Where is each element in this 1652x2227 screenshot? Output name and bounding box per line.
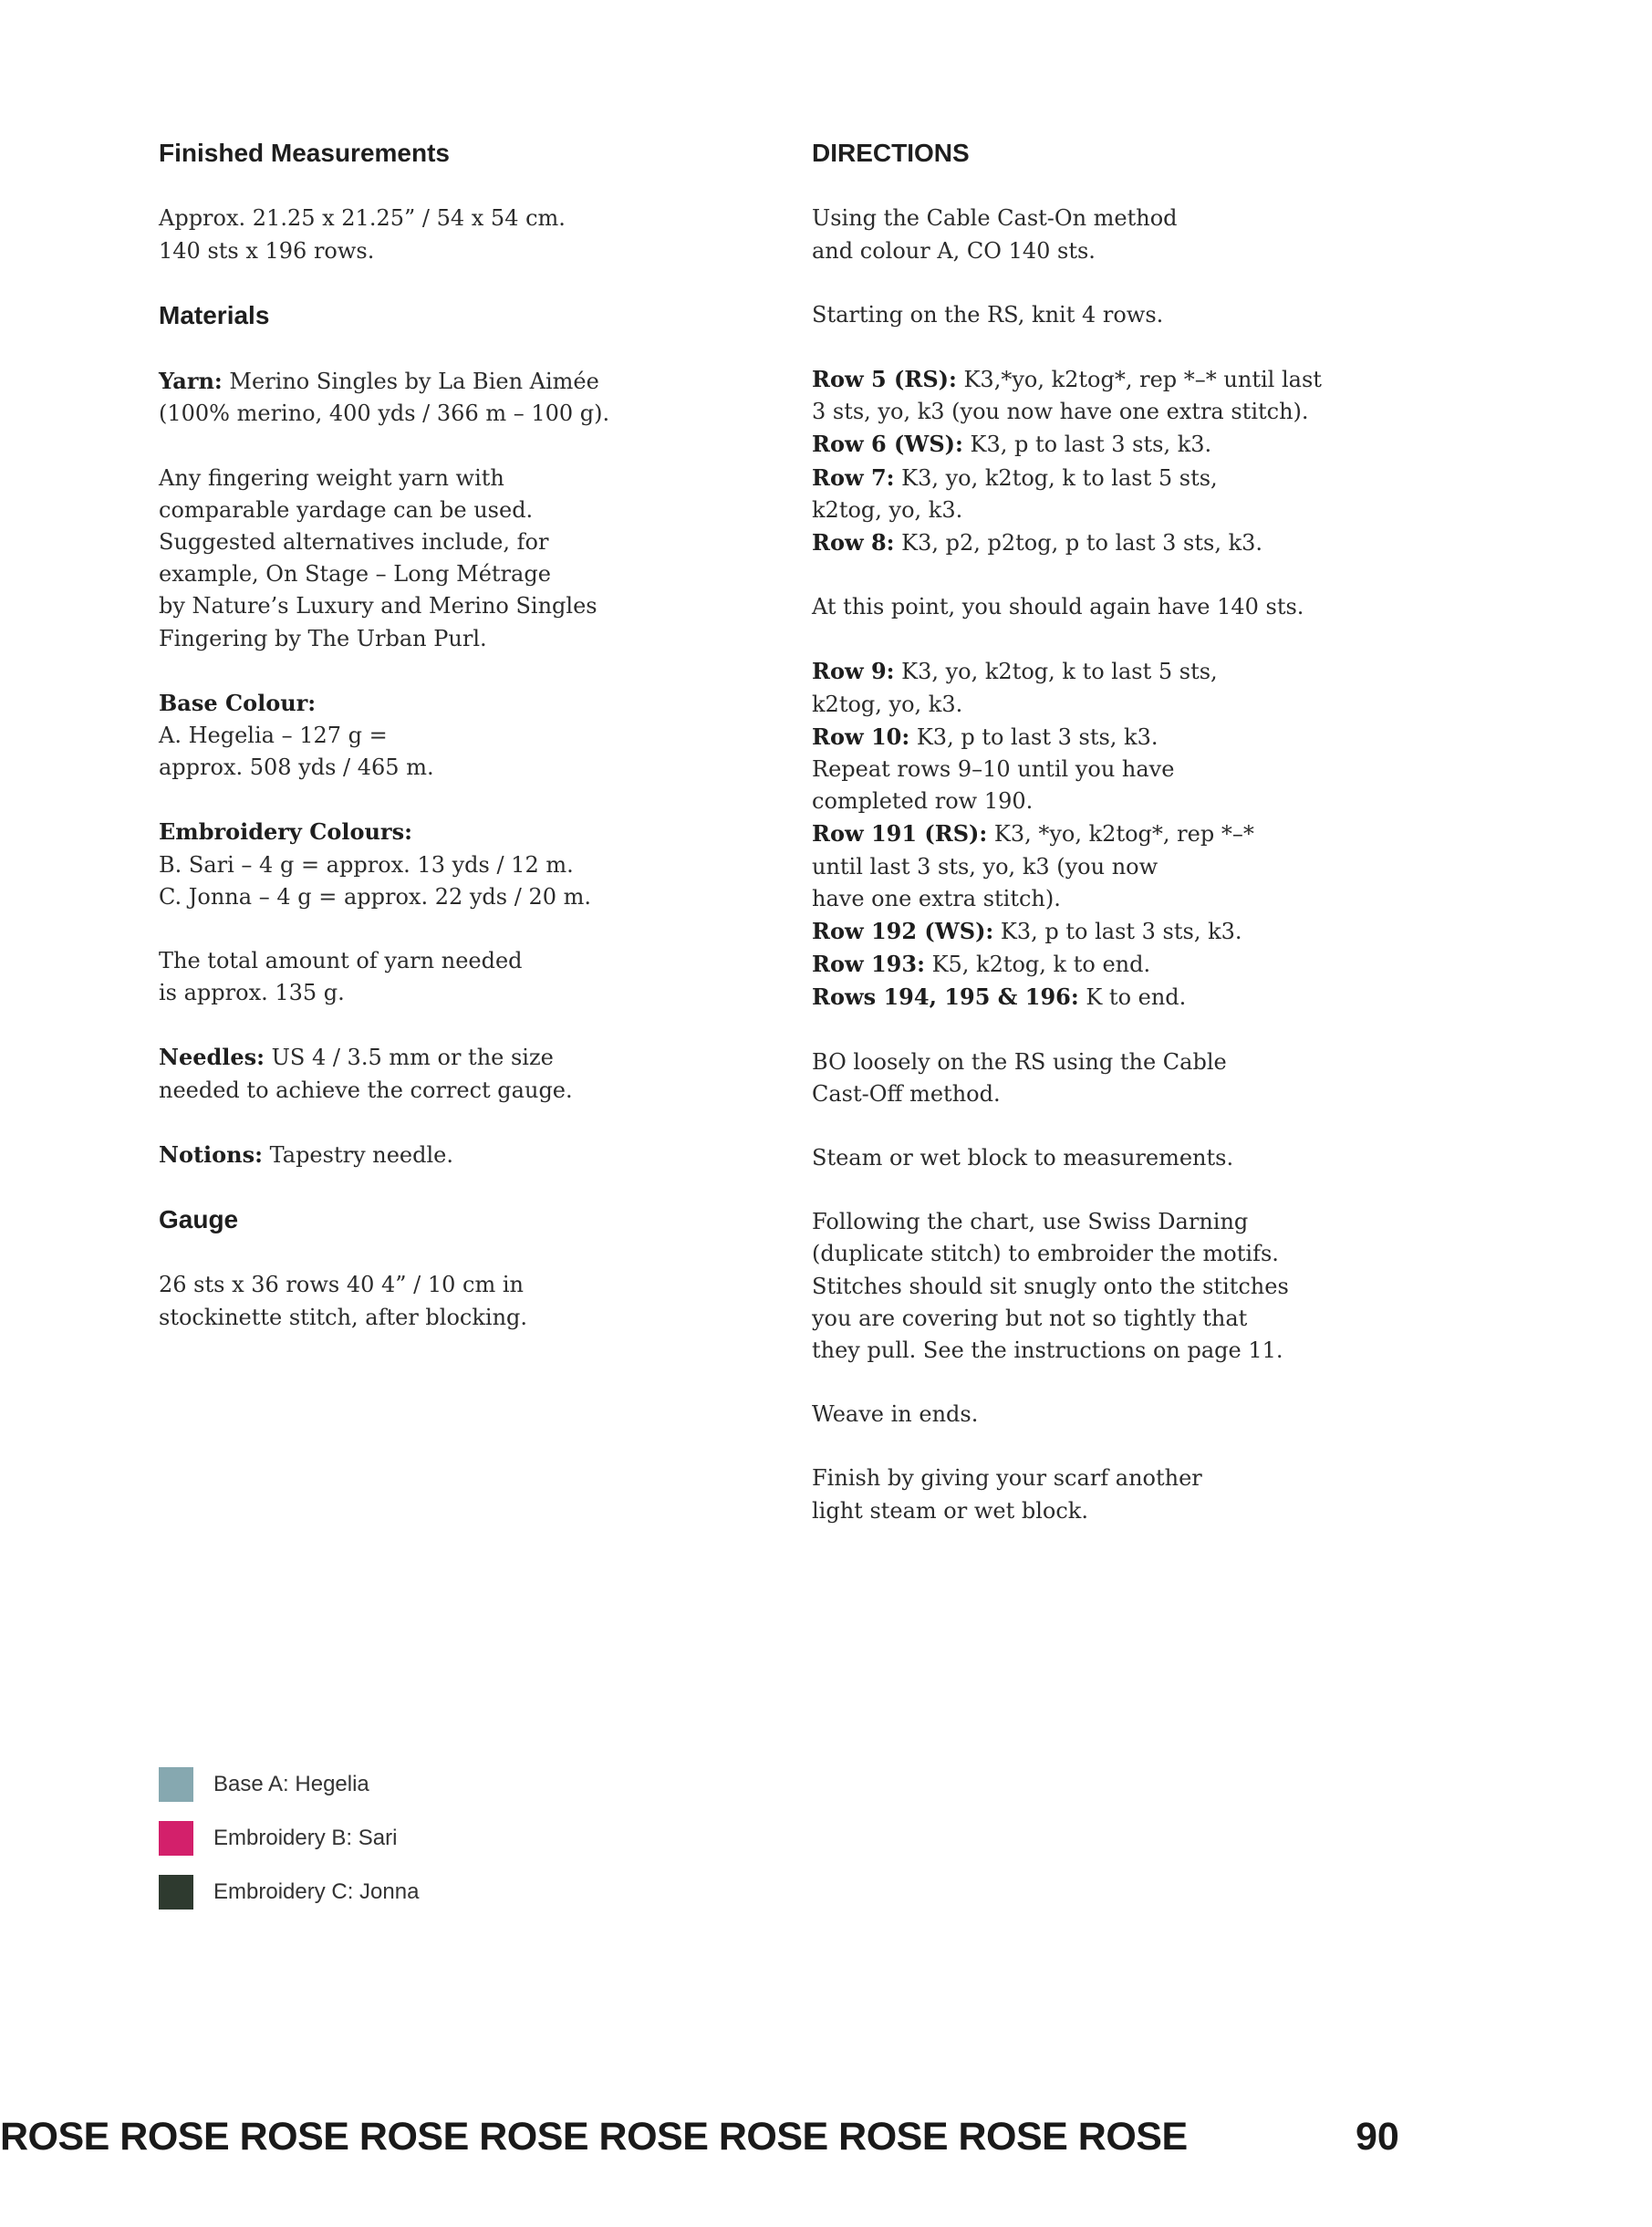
legend-label: Base A: Hegelia bbox=[213, 1772, 369, 1796]
text-line: (duplicate stitch) to embroider the motifs. bbox=[812, 1241, 1279, 1267]
alternatives-paragraph bbox=[159, 463, 743, 655]
text-line: K3, yo, k2tog, k to last 5 sts, bbox=[894, 464, 1218, 491]
embroidery-paragraph bbox=[812, 1206, 1523, 1367]
notions-label: Notions: bbox=[159, 1140, 263, 1168]
embroidery-colours-paragraph bbox=[159, 816, 743, 913]
text-line: K3, p to last 3 sts, k3. bbox=[993, 919, 1242, 945]
directions-heading: DIRECTIONS bbox=[812, 139, 970, 167]
text-line: Merino Singles by La Bien Aimée bbox=[222, 369, 599, 395]
finished-measurements-text bbox=[159, 203, 743, 266]
row-6-label: Row 6 (WS): bbox=[812, 431, 963, 458]
notions-paragraph bbox=[159, 1139, 743, 1171]
text-line: k2tog, yo, k3. bbox=[812, 691, 963, 717]
text-line: 3 sts, yo, k3 (you now have one extra stitch). bbox=[812, 399, 1309, 425]
text-line: B. Sari – 4 g = approx. 13 yds / 12 m. bbox=[159, 851, 574, 878]
text-line: Steam or wet block to measurements. bbox=[812, 1145, 1234, 1171]
rows-194-196-label: Rows 194, 195 & 196: bbox=[812, 983, 1079, 1011]
bind-off-paragraph bbox=[812, 1046, 1523, 1110]
row-5-label: Row 5 (RS): bbox=[812, 366, 957, 392]
base-colour-paragraph bbox=[159, 687, 743, 785]
text-line: The total amount of yarn needed bbox=[159, 948, 523, 974]
text-line: A. Hegelia – 127 g = bbox=[159, 723, 388, 749]
materials-heading: Materials bbox=[159, 300, 270, 329]
blocking-paragraph bbox=[812, 1142, 1523, 1174]
needles-paragraph bbox=[159, 1041, 743, 1106]
legend-item-base-a bbox=[159, 1766, 419, 1803]
stitch-count-paragraph bbox=[812, 591, 1523, 623]
footer-pattern-name: ROSE ROSE ROSE ROSE ROSE ROSE ROSE ROSE ROSE ROSE bbox=[0, 2115, 1188, 2159]
text-line: K3, p to last 3 sts, k3. bbox=[909, 723, 1158, 750]
finished-measurements-heading: Finished Measurements bbox=[159, 139, 450, 167]
text-line: by Nature’s Luxury and Merino Singles bbox=[159, 593, 597, 619]
text-line: 140 sts x 196 rows. bbox=[159, 237, 375, 264]
text-line: you are covering but not so tightly that bbox=[812, 1305, 1248, 1331]
text-line: K5, k2tog, k to end. bbox=[924, 952, 1151, 978]
text-line: BO loosely on the RS using the Cable bbox=[812, 1048, 1227, 1075]
start-paragraph bbox=[812, 299, 1523, 331]
text-line: Following the chart, use Swiss Darning bbox=[812, 1209, 1249, 1235]
text-line: Any fingering weight yarn with bbox=[159, 464, 504, 491]
legend-item-embroidery-b bbox=[159, 1820, 419, 1857]
legend-label: Embroidery C: Jonna bbox=[213, 1879, 420, 1904]
text-line: Starting on the RS, knit 4 rows. bbox=[812, 301, 1164, 328]
text-line: have one extra stitch). bbox=[812, 885, 1061, 911]
text-line: K3,*yo, k2tog*, rep *–* until last bbox=[956, 367, 1322, 392]
directions-column bbox=[812, 137, 1523, 1559]
text-line: Repeat rows 9–10 until you have bbox=[812, 756, 1175, 783]
text-line: Tapestry needle. bbox=[262, 1141, 453, 1168]
text-line: completed row 190. bbox=[812, 788, 1034, 815]
text-line: C. Jonna – 4 g = approx. 22 yds / 20 m. bbox=[159, 883, 591, 910]
text-line: At this point, you should again have 140 sts. bbox=[812, 594, 1304, 620]
gauge-paragraph bbox=[159, 1269, 743, 1333]
text-line: is approx. 135 g. bbox=[159, 980, 345, 1006]
text-line: Using the Cable Cast-On method bbox=[812, 205, 1178, 232]
row-191-label: Row 191 (RS): bbox=[812, 820, 988, 848]
legend-label: Embroidery B: Sari bbox=[213, 1826, 398, 1850]
yarn-paragraph bbox=[159, 365, 743, 430]
text-line: K to end. bbox=[1078, 984, 1187, 1011]
swatch-embroidery-b bbox=[159, 1821, 193, 1856]
text-line: Finish by giving your scarf another bbox=[812, 1465, 1202, 1492]
text-line: example, On Stage – Long Métrage bbox=[159, 561, 551, 588]
text-line: K3, p to last 3 sts, k3. bbox=[962, 432, 1212, 458]
rows-9-196-paragraph bbox=[812, 655, 1523, 1014]
page-number: 90 bbox=[1356, 2115, 1399, 2159]
colour-legend bbox=[159, 1766, 419, 1928]
row-10-label: Row 10: bbox=[812, 723, 910, 750]
text-line: stockinette stitch, after blocking. bbox=[159, 1304, 528, 1330]
text-line: needed to achieve the correct gauge. bbox=[159, 1077, 573, 1103]
text-line: Cast-Off method. bbox=[812, 1080, 1001, 1107]
text-line: Fingering by The Urban Purl. bbox=[159, 625, 487, 651]
cast-on-paragraph bbox=[812, 203, 1523, 266]
text-line: US 4 / 3.5 mm or the size bbox=[265, 1045, 554, 1071]
finish-paragraph bbox=[812, 1462, 1523, 1526]
text-line: light steam or wet block. bbox=[812, 1497, 1088, 1524]
needles-label: Needles: bbox=[159, 1044, 265, 1071]
text-line: (100% merino, 400 yds / 366 m – 100 g). bbox=[159, 401, 610, 427]
row-9-label: Row 9: bbox=[812, 658, 895, 685]
row-192-label: Row 192 (WS): bbox=[812, 918, 994, 945]
text-line: k2tog, yo, k3. bbox=[812, 496, 963, 523]
materials-column bbox=[159, 137, 743, 1366]
gauge-heading: Gauge bbox=[159, 1205, 239, 1234]
yarn-label: Yarn: bbox=[159, 368, 223, 395]
text-line: K3, *yo, k2tog*, rep *–* bbox=[987, 821, 1254, 848]
text-line: Suggested alternatives include, for bbox=[159, 529, 549, 555]
total-yarn-paragraph bbox=[159, 945, 743, 1009]
text-line: Approx. 21.25 x 21.25” / 54 x 54 cm. bbox=[159, 205, 566, 232]
text-line: until last 3 sts, yo, k3 (you now bbox=[812, 853, 1158, 879]
row-7-label: Row 7: bbox=[812, 463, 895, 491]
row-8-label: Row 8: bbox=[812, 529, 895, 557]
text-line: Stitches should sit snugly onto the stitches bbox=[812, 1273, 1289, 1299]
row-193-label: Row 193: bbox=[812, 951, 925, 978]
text-line: approx. 508 yds / 465 m. bbox=[159, 754, 434, 781]
text-line: Weave in ends. bbox=[812, 1401, 979, 1428]
text-line: 26 sts x 36 rows 40 4” / 10 cm in bbox=[159, 1272, 524, 1298]
swatch-embroidery-c bbox=[159, 1875, 193, 1910]
rows-5-8-paragraph bbox=[812, 363, 1523, 559]
embroidery-colours-label: Embroidery Colours: bbox=[159, 818, 412, 846]
text-line: they pull. See the instructions on page 11. bbox=[812, 1337, 1283, 1364]
legend-item-embroidery-c bbox=[159, 1874, 419, 1910]
swatch-base-a bbox=[159, 1767, 193, 1802]
base-colour-label: Base Colour: bbox=[159, 689, 317, 716]
text-line: comparable yardage can be used. bbox=[159, 496, 534, 523]
text-line: and colour A, CO 140 sts. bbox=[812, 237, 1096, 264]
text-line: K3, p2, p2tog, p to last 3 sts, k3. bbox=[894, 530, 1263, 557]
weave-paragraph bbox=[812, 1399, 1523, 1431]
text-line: K3, yo, k2tog, k to last 5 sts, bbox=[894, 659, 1218, 685]
